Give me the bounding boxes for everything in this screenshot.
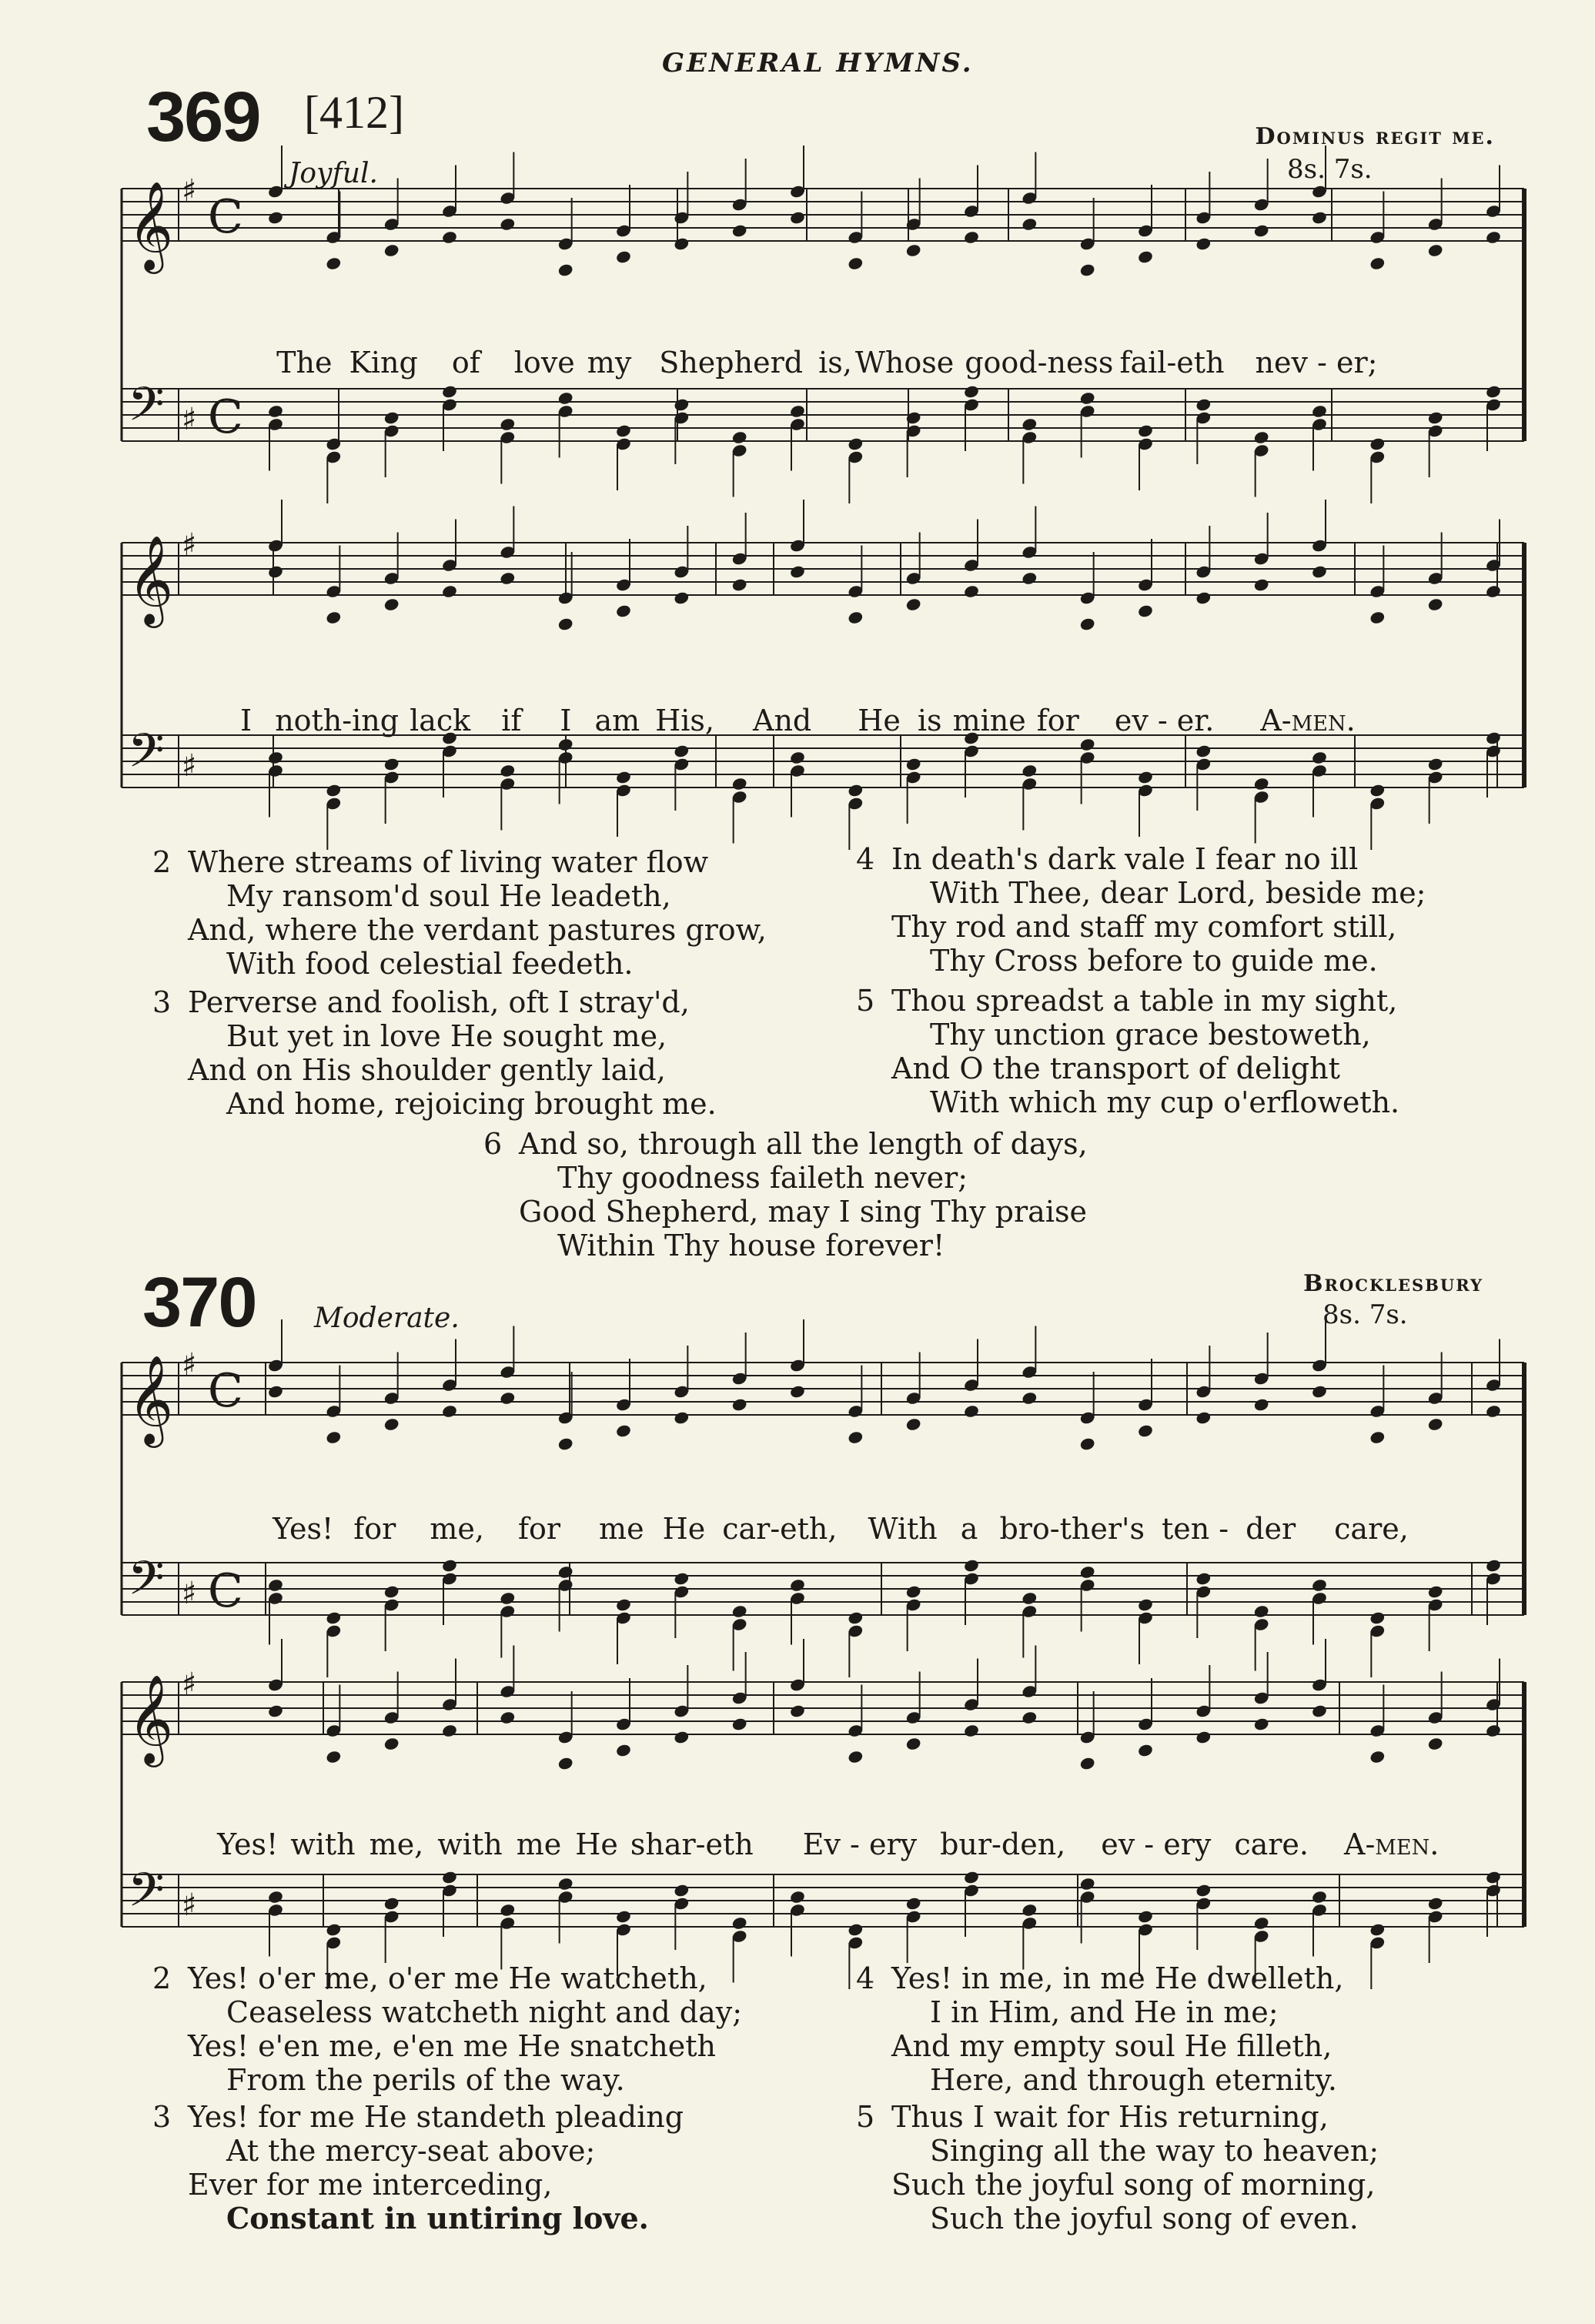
note-head: [905, 1896, 922, 1911]
note-head: [557, 1436, 574, 1451]
note-head: [383, 757, 400, 771]
key-signature-sharp: ♯: [182, 1888, 197, 1923]
note-head: [1369, 1750, 1386, 1764]
note-head: [325, 610, 342, 625]
note-head: [1427, 1584, 1444, 1599]
note-head: [1369, 256, 1386, 271]
note-head: [383, 243, 400, 258]
note-head: [731, 223, 748, 238]
note-head: [1311, 210, 1328, 225]
note-head: [1079, 391, 1096, 406]
key-signature-sharp: ♯: [182, 1576, 197, 1611]
meter-370: 8s. 7s.: [1322, 1299, 1408, 1330]
note-head: [1253, 1916, 1270, 1931]
note-head: [1137, 604, 1154, 618]
note-head: [1079, 1436, 1096, 1451]
note-head: [267, 210, 284, 225]
note-head: [1195, 1410, 1212, 1425]
note-head: [615, 770, 632, 784]
note-head: [325, 1610, 342, 1625]
key-signature-sharp: ♯: [182, 527, 197, 563]
note-head: [1485, 1724, 1502, 1738]
note-head: [499, 217, 516, 232]
common-time-symbol: C: [208, 1364, 243, 1418]
note-head: [499, 1391, 516, 1406]
verse-369-5: 5 Thou spreadst a table in my sight, Thy unction grace bestoweth, And O the transport of delight With which my cup o'erfloweth.: [856, 984, 1400, 1119]
note-head: [1195, 397, 1212, 412]
note-head: [267, 1890, 284, 1904]
note-head: [905, 1737, 922, 1751]
note-head: [1079, 617, 1096, 631]
note-head: [963, 1870, 980, 1884]
note-head: [1137, 423, 1154, 438]
note-head: [673, 1571, 690, 1586]
note-head: [499, 1591, 516, 1606]
verse-369-3: 3 Perverse and foolish, oft I stray'd, But yet in love He sought me, And on His shoulder gently laid, And home, rejoicing brought me.: [152, 985, 717, 1121]
key-signature-sharp: ♯: [182, 1667, 197, 1702]
note-head: [383, 1896, 400, 1911]
note-head: [1253, 223, 1270, 238]
note-head: [673, 1883, 690, 1898]
note-head: [441, 584, 458, 599]
bass-clef-icon: 𝄢: [128, 724, 165, 790]
key-signature-sharp: ♯: [182, 173, 197, 209]
note-head: [1311, 1890, 1328, 1904]
note-head: [731, 1604, 748, 1619]
note-head: [731, 430, 748, 445]
note-head: [847, 1610, 864, 1625]
note-head: [1369, 436, 1386, 451]
common-time-symbol: C: [208, 390, 243, 444]
hymn-number-370: 370: [142, 1263, 256, 1342]
verse-370-2: 2 Yes! o'er me, o'er me He watcheth, Ceaseless watcheth night and day; Yes! e'en me, e'en me He snatcheth From the perils of the way.: [152, 1961, 743, 2097]
note-head: [1079, 737, 1096, 752]
tempo-marking-369: Joyful.: [289, 158, 378, 189]
note-head: [441, 1558, 458, 1573]
note-head: [789, 1384, 806, 1399]
note-head: [789, 751, 806, 765]
note-head: [1021, 1591, 1038, 1606]
note-head: [731, 1916, 748, 1931]
note-head: [847, 783, 864, 798]
note-head: [847, 1922, 864, 1937]
note-head: [1253, 430, 1270, 445]
note-head: [1137, 1909, 1154, 1924]
note-head: [789, 1578, 806, 1593]
note-head: [1427, 1417, 1444, 1432]
note-head: [1021, 764, 1038, 778]
note-head: [1485, 230, 1502, 245]
note-head: [1485, 1870, 1502, 1884]
note-head: [1195, 236, 1212, 251]
note-head: [847, 256, 864, 271]
note-head: [557, 617, 574, 631]
note-head: [557, 737, 574, 752]
note-head: [731, 1717, 748, 1731]
note-head: [1369, 783, 1386, 798]
note-head: [847, 1750, 864, 1764]
bass-clef-icon: 𝄢: [128, 377, 165, 443]
note-head: [1485, 384, 1502, 399]
note-head: [441, 384, 458, 399]
note-head: [267, 404, 284, 419]
note-head: [1427, 1896, 1444, 1911]
treble-clef-icon: 𝄞: [128, 1674, 174, 1764]
note-head: [441, 1404, 458, 1419]
treble-clef-icon: 𝄞: [128, 1354, 174, 1444]
verse-369-6: 6 And so, through all the length of days, Thy goodness faileth never; Good Shepherd, may I sing Thy praise Within Thy house forever!: [483, 1127, 1088, 1262]
note-head: [267, 1704, 284, 1718]
treble-clef-icon: 𝄞: [128, 180, 174, 270]
note-head: [383, 410, 400, 425]
note-head: [1137, 770, 1154, 784]
note-head: [1485, 731, 1502, 745]
note-head: [1253, 1397, 1270, 1412]
note-head: [789, 1704, 806, 1718]
note-head: [1253, 1604, 1270, 1619]
note-head: [1485, 1404, 1502, 1419]
key-signature-sharp: ♯: [182, 1347, 197, 1383]
note-head: [1021, 417, 1038, 432]
note-head: [1195, 1730, 1212, 1744]
note-head: [267, 1384, 284, 1399]
key-signature-sharp: ♯: [182, 402, 197, 437]
tune-name-369: Dominus regit me.: [1255, 123, 1495, 150]
note-head: [499, 1903, 516, 1918]
note-head: [325, 256, 342, 271]
note-head: [1485, 1558, 1502, 1573]
note-head: [1311, 1578, 1328, 1593]
note-head: [499, 571, 516, 586]
note-head: [615, 423, 632, 438]
note-head: [847, 610, 864, 625]
note-head: [1427, 757, 1444, 771]
note-head: [615, 1597, 632, 1612]
note-head: [383, 597, 400, 612]
treble-clef-icon: 𝄞: [128, 534, 174, 624]
note-head: [1253, 777, 1270, 791]
note-head: [905, 243, 922, 258]
note-head: [325, 1430, 342, 1445]
note-head: [1311, 1384, 1328, 1399]
running-head: GENERAL HYMNS.: [662, 48, 974, 79]
note-head: [963, 1724, 980, 1738]
key-signature-sharp: ♯: [182, 748, 197, 784]
bass-clef-icon: 𝄢: [128, 1551, 165, 1617]
note-head: [1485, 584, 1502, 599]
meter-369: 8s. 7s.: [1287, 154, 1373, 185]
note-head: [789, 404, 806, 419]
note-head: [441, 230, 458, 245]
note-head: [267, 1578, 284, 1593]
note-head: [905, 1417, 922, 1432]
note-head: [1427, 1737, 1444, 1751]
note-head: [673, 397, 690, 412]
note-head: [673, 744, 690, 758]
note-head: [905, 597, 922, 612]
note-head: [1369, 1922, 1386, 1937]
note-head: [673, 1730, 690, 1744]
note-head: [1137, 1423, 1154, 1438]
note-head: [1195, 1883, 1212, 1898]
bass-clef-icon: 𝄢: [128, 1863, 165, 1929]
verse-370-5: 5 Thus I wait for His returning, Singing all the way to heaven; Such the joyful song of morning, Such the joyful song of even.: [856, 2100, 1379, 2235]
note-head: [1021, 1903, 1038, 1918]
verse-369-4: 4 In death's dark vale I fear no ill With Thee, dear Lord, beside me; Thy rod and staff my comfort still, Thy Cross before to guide me.: [856, 842, 1426, 978]
verse-369-2: 2 Where streams of living water flow My ransom'd soul He leadeth, And, where the verdant pastures grow, With food celestial feedeth.: [152, 845, 767, 981]
note-head: [731, 1397, 748, 1412]
note-head: [789, 1890, 806, 1904]
note-head: [963, 230, 980, 245]
note-head: [1137, 1743, 1154, 1757]
note-head: [1253, 1717, 1270, 1731]
note-head: [1195, 1571, 1212, 1586]
note-head: [673, 1410, 690, 1425]
note-head: [557, 1756, 574, 1771]
note-head: [615, 1743, 632, 1757]
note-head: [1311, 751, 1328, 765]
note-head: [325, 1750, 342, 1764]
note-head: [383, 1584, 400, 1599]
note-head: [325, 1922, 342, 1937]
verse-370-4: 4 Yes! in me, in me He dwelleth, I in Him, and He in me; And my empty soul He filleth, Here, and through eternity.: [856, 1961, 1344, 2097]
note-head: [499, 764, 516, 778]
note-head: [673, 236, 690, 251]
note-head: [905, 757, 922, 771]
note-head: [847, 1430, 864, 1445]
note-head: [615, 1423, 632, 1438]
note-head: [963, 384, 980, 399]
tune-name-370: Brocklesbury: [1303, 1270, 1483, 1297]
lyrics-369-system-1: The King of love my Shepherd is, Whose good-ness fail-eth nev - er;: [276, 346, 1378, 380]
note-head: [731, 577, 748, 592]
note-head: [1021, 217, 1038, 232]
note-head: [383, 1417, 400, 1432]
note-head: [615, 604, 632, 618]
note-head: [1195, 590, 1212, 605]
note-head: [673, 590, 690, 605]
note-head: [1195, 744, 1212, 758]
note-head: [557, 1877, 574, 1891]
lyrics-370-system-1: Yes! for me, for me He car-eth, With a bro-ther's ten - der care,: [273, 1512, 1409, 1546]
note-head: [905, 1584, 922, 1599]
note-head: [1021, 1710, 1038, 1725]
note-head: [1137, 249, 1154, 264]
note-head: [557, 1565, 574, 1580]
note-head: [731, 777, 748, 791]
note-head: [1369, 1430, 1386, 1445]
note-head: [1079, 262, 1096, 277]
note-head: [615, 1909, 632, 1924]
common-time-symbol: C: [208, 1564, 243, 1618]
note-head: [441, 1724, 458, 1738]
note-head: [847, 436, 864, 451]
note-head: [1427, 597, 1444, 612]
note-head: [267, 564, 284, 579]
note-head: [1369, 1610, 1386, 1625]
note-head: [963, 584, 980, 599]
note-head: [383, 1737, 400, 1751]
note-head: [557, 262, 574, 277]
note-head: [1137, 1597, 1154, 1612]
note-head: [441, 1870, 458, 1884]
note-head: [267, 751, 284, 765]
note-head: [1021, 1391, 1038, 1406]
lyrics-370-system-2: Yes! with me, with me He shar-eth Ev - ery bur-den, ev - ery care. A-men.: [217, 1827, 1440, 1861]
note-head: [499, 417, 516, 432]
old-hymn-number: [412]: [304, 87, 404, 138]
note-head: [789, 210, 806, 225]
note-head: [1311, 1704, 1328, 1718]
note-head: [1311, 404, 1328, 419]
note-head: [557, 391, 574, 406]
note-head: [963, 1558, 980, 1573]
note-head: [963, 1404, 980, 1419]
note-head: [1079, 1877, 1096, 1891]
note-head: [789, 564, 806, 579]
note-head: [1079, 1756, 1096, 1771]
note-head: [1427, 243, 1444, 258]
note-head: [615, 249, 632, 264]
note-head: [325, 783, 342, 798]
note-head: [1427, 410, 1444, 425]
tempo-marking-370: Moderate.: [314, 1302, 460, 1334]
verse-370-3: 3 Yes! for me He standeth pleading At the mercy-seat above; Ever for me interceding, Constant in untiring love.: [152, 2100, 684, 2235]
note-head: [1311, 564, 1328, 579]
note-head: [1079, 1565, 1096, 1580]
note-head: [499, 1710, 516, 1725]
note-head: [1253, 577, 1270, 592]
lyrics-369-system-2: I noth-ing lack if I am His, And He is mine for ev - er. A-men.: [240, 704, 1356, 737]
note-head: [1021, 571, 1038, 586]
common-time-symbol: C: [208, 190, 243, 244]
note-head: [1369, 610, 1386, 625]
hymn-number-369: 369: [146, 78, 260, 156]
